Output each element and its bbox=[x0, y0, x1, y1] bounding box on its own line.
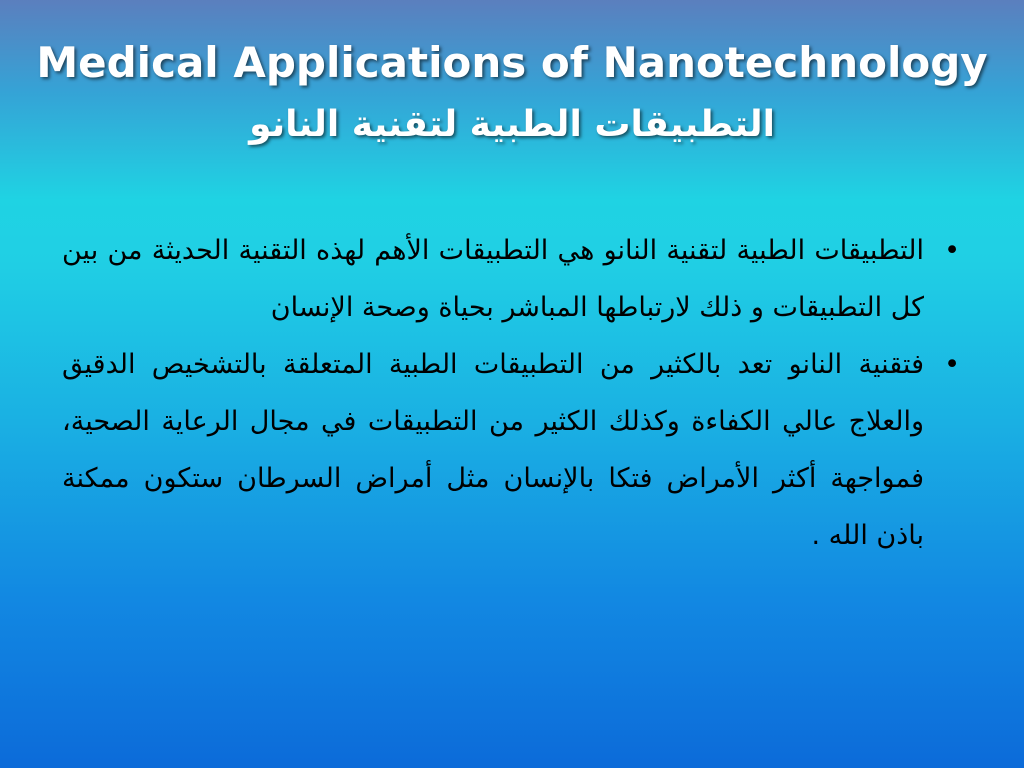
slide-body bbox=[62, 222, 962, 564]
slide-title-arabic: التطبيقات الطبية لتقنية النانو bbox=[249, 104, 775, 145]
bullet-item bbox=[62, 336, 962, 564]
bullet-marker: • bbox=[944, 349, 960, 380]
bullet-text: فتقنية النانو تعد بالكثير من التطبيقات الطبية المتعلقة بالتشخيص الدقيق والعلاج عالي الكفاءة وكذلك الكثير من التطبيقات في مجال الرعاية الصحية، فمواجهة أكثر الأمراض فتكا بالإنسان مثل أمراض السرطان ستكون ممكنة باذن الله . bbox=[62, 349, 924, 551]
slide-title-english: Medical Applications of Nanotechnology bbox=[36, 38, 988, 87]
bullet-marker: • bbox=[944, 235, 960, 266]
bullet-text: التطبيقات الطبية لتقنية النانو هي التطبيقات الأهم لهذه التقنية الحديثة من بين كل التطبيقات و ذلك لارتباطها المباشر بحياة وصحة الإنسان bbox=[62, 235, 924, 323]
bullet-item bbox=[62, 222, 962, 336]
